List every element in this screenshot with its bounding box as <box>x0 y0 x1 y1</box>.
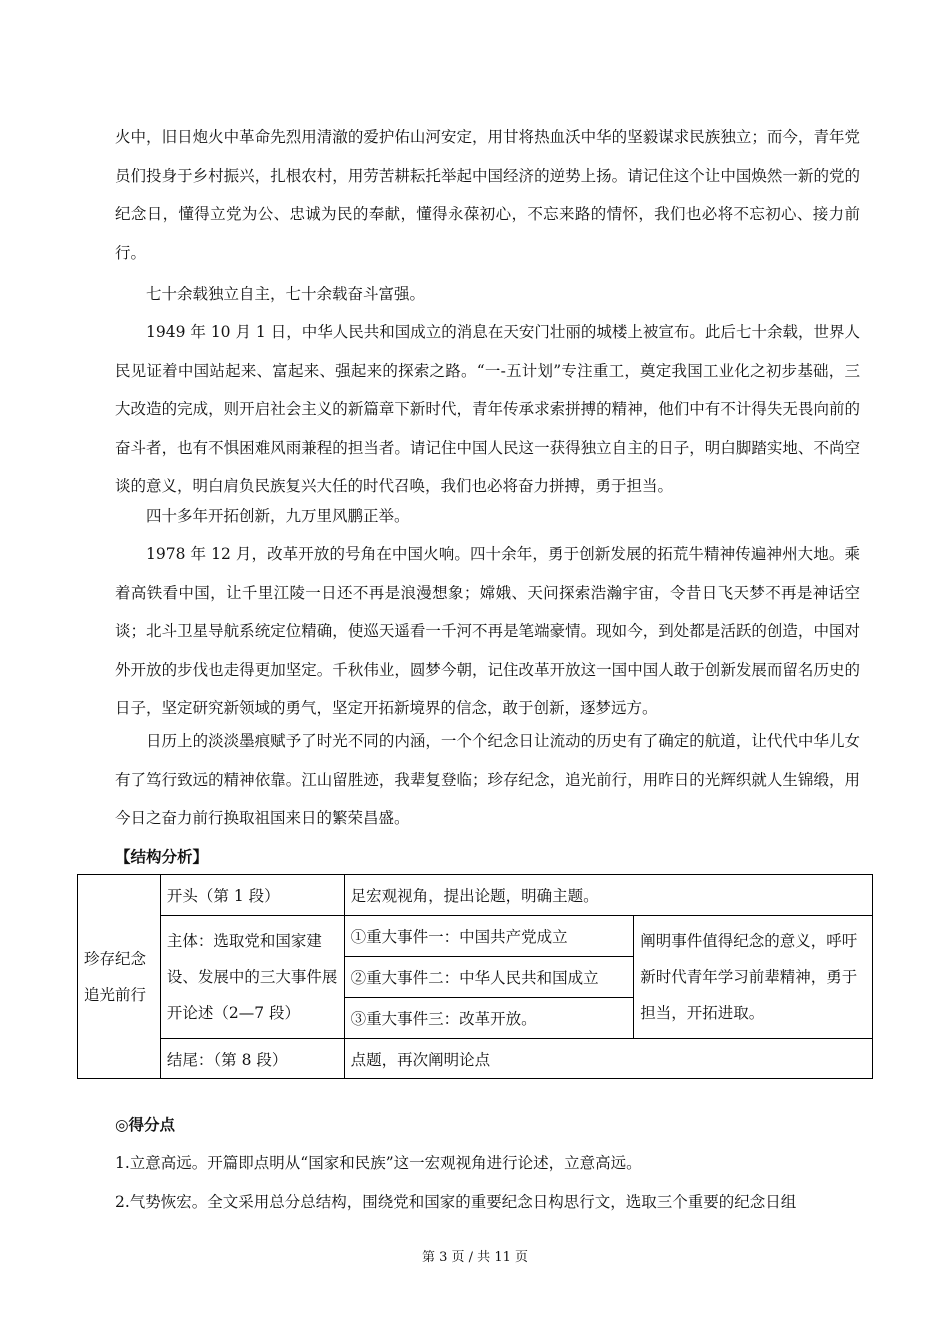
table-ending-desc: 点题，再次阐明论点 <box>344 1039 872 1079</box>
structure-table <box>77 874 873 1079</box>
table-event-1: ①重大事件一：中国共产党成立 <box>344 916 634 957</box>
table-event-2: ②重大事件二：中华人民共和国成立 <box>344 957 634 998</box>
table-opening-desc: 足宏观视角，提出论题，明确主题。 <box>344 875 872 916</box>
table-title: 珍存纪念追光前行 <box>78 875 161 1079</box>
page-footer: 第 3 页 / 共 11 页 <box>422 1250 528 1265</box>
table-body: 主体：选取党和国家建设、发展中的三大事件展开论述（2—7 段） <box>160 916 344 1039</box>
table-events-desc: 阐明事件值得纪念的意义，呼吁新时代青年学习前辈精神，勇于担当，开拓进取。 <box>634 916 873 1039</box>
table-event-3: ③重大事件三：改革开放。 <box>344 998 634 1039</box>
paragraph-6: 日历上的淡淡墨痕赋予了时光不同的内涵，一个个纪念日让流动的历史有了确定的航道，让代代中华儿女有了笃行致远的精神依靠。江山留胜迹，我辈复登临；珍存纪念，追光前行，用昨日的光辉织就人生锦缎，用今日之奋力前行换取祖国来日的繁荣昌盛。 <box>115 732 860 827</box>
table-opening: 开头（第 1 段） <box>160 875 344 916</box>
structure-label: 【结构分析】 <box>115 847 209 866</box>
paragraph-2: 七十余载独立自主，七十余载奋斗富强。 <box>146 285 426 303</box>
score-points-heading: ◎得分点 <box>115 1115 176 1134</box>
paragraph-1: 火中，旧日炮火中革命先烈用清澈的爱护佑山河安定，用甘将热血沃中华的坚毅谋求民族独立；而今，青年党员们投身于乡村振兴，扎根农村，用劳苦耕耘托举起中国经济的逆势上扬。请记住这个让中国焕然一新的党的纪念日，懂得立党为公、忠诚为民的奉献，懂得永葆初心，不忘来路的情怀，我们也必将不忘初心、接力前行。 <box>115 128 860 262</box>
score-point-1: 1.立意高远。开篇即点明从“国家和民族”这一宏观视角进行论述，立意高远。 <box>115 1154 642 1172</box>
paragraph-3: 1949 年 10 月 1 日，中华人民共和国成立的消息在天安门壮丽的城楼上被宣布。此后七十余载，世界人民见证着中国站起来、富起来、强起来的探索之路。“一-五计划”专注重工，奠定我国工业化之初步基础，三大改造的完成，则开启社会主义的新篇章下新时代，青年传承求索拼搏的精神，他们中有不计得失无畏向前的奋斗者，也有不惧困难风雨兼程的担当者。请记住中国人民这一获得独立自主的日子，明白脚踏实地、不尚空谈的意义，明白肩负民族复兴大任的时代召唤，我们也必将奋力拼搏，勇于担当。 <box>115 323 860 495</box>
score-point-2: 2.气势恢宏。全文采用总分总结构，围绕党和国家的重要纪念日构思行文，选取三个重要的纪念日组 <box>115 1192 797 1211</box>
score-points <box>115 1106 860 1221</box>
paragraph-4: 四十多年开拓创新，九万里风鹏正举。 <box>146 507 410 525</box>
paragraph-5: 1978 年 12 月，改革开放的号角在中国火响。四十余年，勇于创新发展的拓荒牛精神传遍神州大地。乘着高铁看中国，让千里江陵一日还不再是浪漫想象；嫦娥、天问探索浩瀚宇宙，令昔日飞天梦不再是神话空谈；北斗卫星导航系统定位精确，使巡天遥看一千河不再是笔端豪情。现如今，到处都是活跃的创造，中国对外开放的步伐也走得更加坚定。千秋伟业，圆梦今朝，记住改革开放这一国中国人敢于创新发展而留名历史的日子，坚定研究新领域的勇气，坚定开拓新境界的信念，敢于创新，逐梦远方。 <box>115 545 860 717</box>
table-ending: 结尾：（第 8 段） <box>160 1039 344 1079</box>
